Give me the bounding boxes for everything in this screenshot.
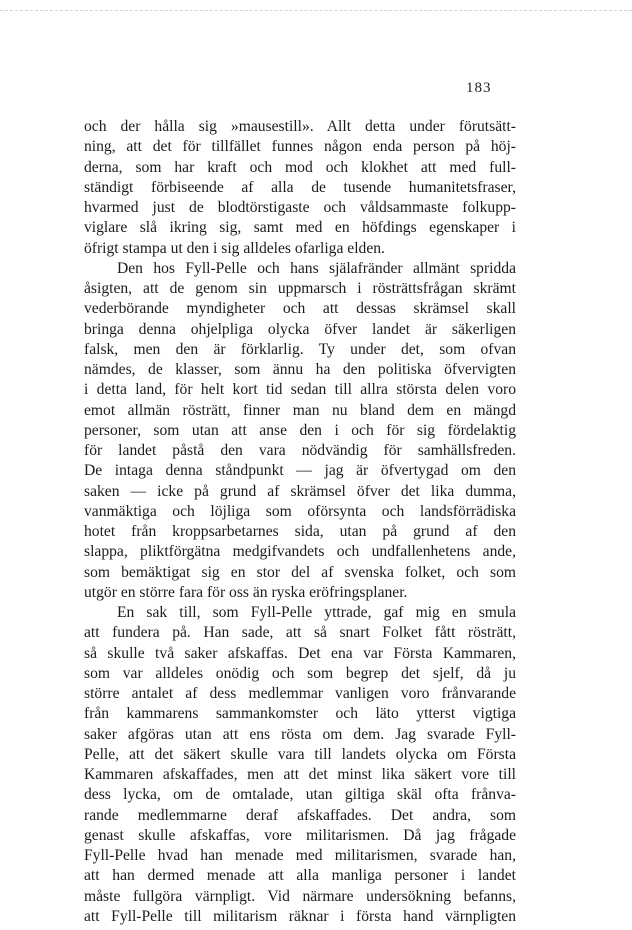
text-line: åsigten, att de genom sin uppmarsch i rösträttsfrågan skrämt [84,280,516,297]
text-line: rande medlemmarne deraf afskaffades. Det andra, som [84,806,516,824]
text-line: bringa denna ohjelpliga olycka öfver landet är säkerligen [84,320,516,338]
text-line: slappa, pliktförgätna medgifvandets och undfallenhetens ande, [84,543,516,561]
text-line: som bemäktigat sig en stor del af svenska folket, och som [84,563,516,581]
paragraph-start-line: Den hos Fyll-Pelle och hans själafränder allmänt spridda [117,259,516,277]
text-line: för landet påstå den vara nödvändig för samhällsfreden. [84,442,516,459]
text-line: som var alldeles onödig och som begrep det sjelf, då ju [84,664,516,682]
text-line: Fyll-Pelle hvad han menade med militarismen, svarade han, [84,847,516,864]
text-line: att han dermed menade att alla manliga personer i landet [84,867,516,885]
text-line: hvarmed just de blodtörstigaste och våldsammaste folkupp- [84,199,516,216]
text-line: att fundera på. Han sade, att så snart Folket fått rösträtt, [84,624,516,642]
text-line: falsk, men den är förklarlig. Ty under det, som ofvan [84,340,516,358]
text-line: måste fullgöra värnpligt. Vid närmare undersökning befanns, [84,887,516,905]
text-line: nämdes, de klasser, som ännu ha den politiska öfvervigten [84,361,516,378]
paragraph-end-line: utgör en större fara för oss än ryska eröfringsplaner. [84,583,408,601]
text-line: genast skulle afskaffas, vore militarismen. Då jag frågade [84,826,516,844]
text-line: derna, som har kraft och mod och klokhet att med full- [84,158,516,176]
text-line: dess lycka, om de omtalade, utan giltiga skäl ofta frånva- [84,786,516,804]
text-line: saken — icke på grund af skrämsel öfver det lika dumma, [84,482,516,500]
paragraph-end-line: öfrigt stampa ut den i sig alldeles ofarliga elden. [84,239,385,257]
text-line: i detta land, för helt kort tid sedan till allra största delen voro [84,381,516,399]
text-line: större antalet af dess medlemmar vanligen voro frånvarande [84,685,516,702]
text-line: ständigt förbiseende af alla de tusende humanitetsfraser, [84,178,516,196]
text-line: vanmäktiga och löjliga som oförsynta och landsförrädiska [84,502,516,520]
body-text [84,117,516,927]
text-line: emot allmän rösträtt, finner man nu bland dem en mängd [84,401,516,419]
text-line: De intaga denna ståndpunkt — jag är öfvertygad om den [84,462,516,480]
page-number: 183 [466,80,492,96]
text-line: ning, att det för tillfället funnes någon enda person på höj- [84,138,516,156]
text-line: att Fyll-Pelle till militarism räknar i första hand värnpligten [84,907,516,925]
text-line: Kammaren afskaffades, men att det minst lika säkert vore till [84,766,516,783]
text-line: hotet från kroppsarbetarnes sida, utan på grund af den [84,523,516,540]
text-line: saker afgöras utan att ens rösta om dem. Jag svarade Fyll- [84,725,516,743]
paragraph-start-line: En sak till, som Fyll-Pelle yttrade, gaf mig en smula [117,604,516,621]
text-line: så skulle två saker afskaffas. Det ena var Första Kammaren, [84,644,516,662]
text-line: från kammarens sammankomster och läto ytterst vigtiga [84,705,516,723]
text-line: och der hålla sig »mausestill». Allt detta under förutsätt- [84,118,516,135]
text-line: viglare slå ikring sig, samt med en höfdings egenskaper i [84,219,516,237]
text-line: Pelle, att det säkert skulle vara till landets olycka om Första [84,745,516,763]
scan-edge-line [0,10,632,12]
text-line: vederbörande myndigheter och att dessas skrämsel skall [84,300,516,318]
text-line: personer, som utan att anse den i och för sig fördelaktig [84,421,516,439]
